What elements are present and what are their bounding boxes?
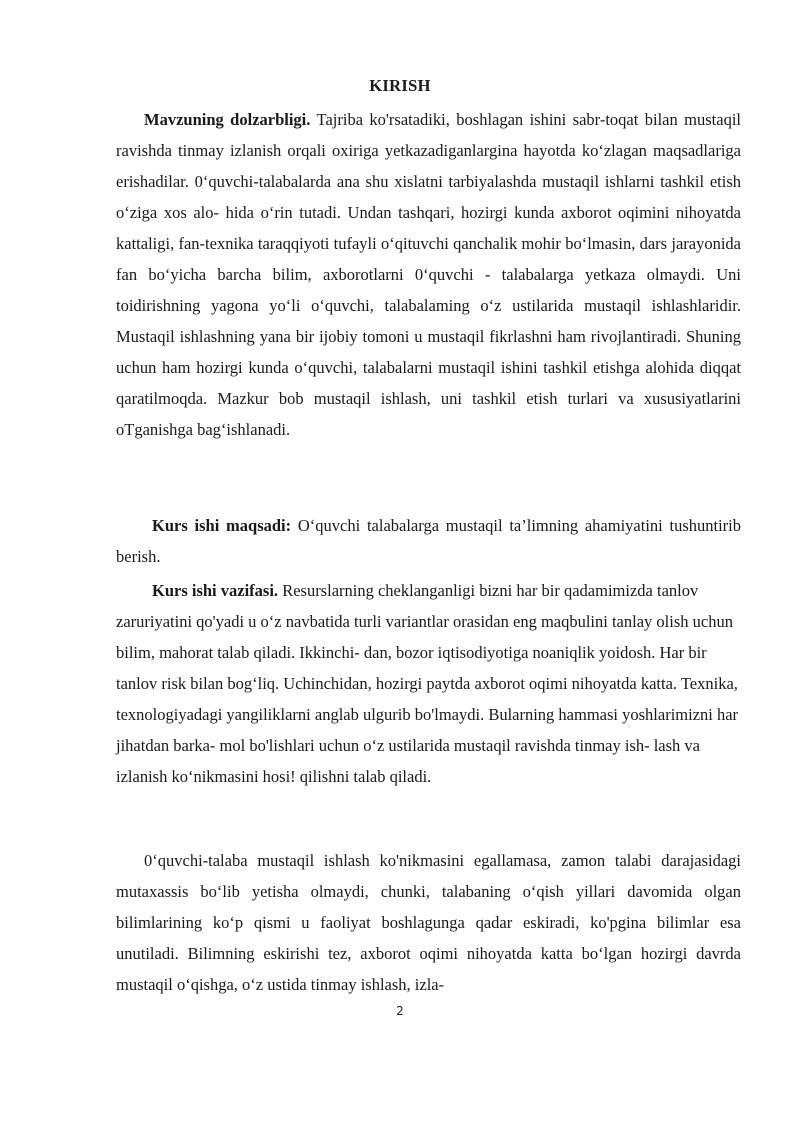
paragraph-lead: Mavzuning dolzarbligi. (144, 110, 311, 129)
paragraph-body (116, 845, 741, 1000)
paragraph-text: Resurslarning cheklanganligi bizni har bir qadamimizda tanlov zaruriyatini qo'yadi u o‘z navbatida turli variantlar orasidan eng maqbulini tanlay olish uchun bilim, mahorat talab qiladi. Ikkinchi- dan, bozor iqtisodiyotiga noaniqlik yoidosh. Har bir tanlov risk bilan bog‘liq. Uchinchidan, hozirgi paytda axborot oqimi nihoyatda katta. Texnika, texnologiyadagi yangiliklarni anglab ulgurib bo'lmaydi. Bularning hammasi yoshlarimizni har jihatdan barka- mol bo'lishlari uchun o‘z ustilarida mustaqil ravishda tinmay ish- lash va izlanish ko‘nikmasini hosi! qilishni talab qiladi. (116, 581, 739, 786)
paragraph-lead: Kurs ishi maqsadi: (152, 516, 292, 535)
paragraph-goal (116, 510, 741, 572)
paragraph-text: 0‘quvchi-talaba mustaqil ishlash ko'nikmasini egallamasa, zamon talabi darajasidagi mutaxassis bo‘lib yetisha olmaydi, chunki, talabaning o‘qish yillari davomida olgan bilimlarining ko‘p qismi u faoliyat boshlagunga qadar eskiradi, ko'pgina bilimlar esa unutiladi. Bilimning eskirishi tez, axborot oqimi nihoyatda katta bo‘lgan hozirgi davrda mustaqil o‘qishga, o‘z ustida tinmay ishlash, izla- (116, 851, 741, 994)
paragraph-text: Tajriba ko'rsatadiki, boshlagan ishini sabr-toqat bilan mustaqil ravishda tinmay izlanish orqali oxiriga yetkazadiganlargina hayotda ko‘zlagan maqsadlariga erishadilar. 0‘quvchi-talabalarda ana shu xislatni tarbiyalashda mustaqil ishlarni tashkil etish o‘ziga xos alo- hida o‘rin tutadi. Undan tashqari, hozirgi kunda axborot oqimini nihoyatda kattaligi, fan-texnika taraqqiyoti tufayli o‘qituvchi qanchalik mohir bo‘lmasin, dars jarayonida fan bo‘yicha barcha bilim, axborotlarni 0‘quvchi - talabalarga yetkaza olmaydi. Uni toidirishning yagona yo‘li o‘quvchi, talabalaming o‘z ustilarida mustaqil ishlashlaridir. Mustaqil ishlashning yana bir ijobiy tomoni u mustaqil fikrlashni ham rivojlantiradi. Shuning uchun ham hozirgi kunda o‘quvchi, talabalarni mustaqil ishini tashkil etishga alohida diqqat qaratilmoqda. Mazkur bob mustaqil ishlash, uni tashkil etish turlari va xususiyatlarini oTganishga bag‘ishlanadi. (116, 110, 741, 439)
page-title: KIRISH (369, 76, 431, 95)
paragraph-tasks (116, 575, 741, 792)
paragraph-lead: Kurs ishi vazifasi. (152, 581, 279, 600)
paragraph-text: O‘quvchi talabalarga mustaqil ta’limning ahamiyatini tushuntirib berish. (116, 516, 741, 566)
page-number: 2 (396, 1004, 404, 1018)
paragraph-relevance (116, 104, 741, 445)
